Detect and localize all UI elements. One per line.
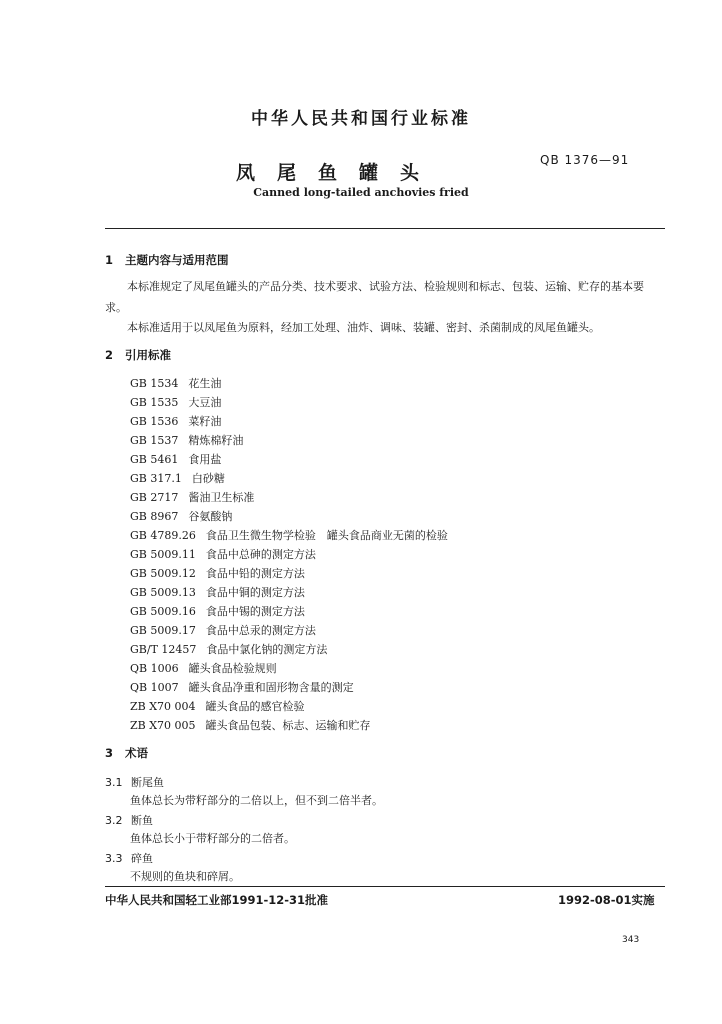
reference-code: GB 5009.17 <box>130 624 196 637</box>
reference-name: 罐头食品的感官检验 <box>205 700 305 713</box>
reference-item <box>130 546 316 562</box>
term-number: 3.3 <box>105 852 123 865</box>
reference-name: 谷氨酸钠 <box>188 510 233 523</box>
standard-code: QB 1376—91 <box>540 153 630 167</box>
section-title: 术语 <box>125 746 148 760</box>
reference-item <box>130 451 221 467</box>
reference-name: 食品中铅的测定方法 <box>205 567 305 580</box>
reference-item <box>130 603 305 619</box>
reference-code: GB 1537 <box>130 434 179 447</box>
reference-code: GB 5461 <box>130 453 179 466</box>
reference-item <box>130 698 305 714</box>
section-number: 1 <box>105 253 114 267</box>
reference-name: 食品中铜的测定方法 <box>205 586 305 599</box>
reference-code: ZB X70 005 <box>130 719 196 732</box>
reference-item <box>130 489 254 505</box>
page-number: 343 <box>622 935 640 945</box>
reference-name: 食品中锡的测定方法 <box>205 605 305 618</box>
term-definition: 不规则的鱼块和碎屑。 <box>130 870 240 883</box>
reference-item <box>130 432 243 448</box>
section-1-heading <box>105 252 229 268</box>
reference-code: GB 2717 <box>130 491 179 504</box>
header-rule <box>105 228 665 229</box>
reference-item <box>130 375 221 391</box>
term-name: 碎鱼 <box>131 852 153 865</box>
reference-item <box>130 394 221 410</box>
reference-name: 食品中总砷的测定方法 <box>205 548 316 561</box>
reference-item <box>130 641 327 657</box>
term-definition: 鱼体总长小于带籽部分的二倍者。 <box>130 832 295 845</box>
reference-code: GB 5009.16 <box>130 605 196 618</box>
reference-code: GB 1534 <box>130 377 179 390</box>
reference-item <box>130 679 354 695</box>
reference-item <box>130 527 448 543</box>
reference-code: GB 5009.11 <box>130 548 196 561</box>
reference-name: 食品中氯化钠的测定方法 <box>206 643 328 656</box>
footer-rule <box>105 886 665 887</box>
section-2-heading <box>105 347 171 363</box>
scope-paragraph-1: 本标准规定了凤尾鱼罐头的产品分类、技术要求、试验方法、检验规则和标志、包装、运输、贮存的基本要求。 <box>105 280 644 314</box>
reference-name: 罐头食品包装、标志、运输和贮存 <box>205 719 371 732</box>
reference-name: 罐头食品检验规则 <box>188 662 277 675</box>
term-heading <box>105 850 153 866</box>
reference-code: GB 4789.26 <box>130 529 196 542</box>
document-header: 中华人民共和国行业标准 <box>251 109 471 129</box>
reference-name: 花生油 <box>188 377 222 390</box>
reference-code: GB/T 12457 <box>130 643 197 656</box>
reference-name: 罐头食品净重和固形物含量的测定 <box>188 681 354 694</box>
reference-name: 精炼棉籽油 <box>188 434 244 447</box>
implementation-date: 1992-08-01实施 <box>558 893 655 907</box>
reference-code: GB 1535 <box>130 396 179 409</box>
reference-name: 酱油卫生标准 <box>188 491 255 504</box>
section-title: 引用标准 <box>125 348 171 362</box>
reference-item <box>130 470 225 486</box>
reference-code: GB 5009.13 <box>130 586 196 599</box>
section-title: 主题内容与适用范围 <box>125 253 229 267</box>
reference-item <box>130 413 221 429</box>
reference-item <box>130 508 232 524</box>
reference-code: GB 317.1 <box>130 472 182 485</box>
reference-code: GB 5009.12 <box>130 567 196 580</box>
reference-code: QB 1007 <box>130 681 179 694</box>
reference-name: 菜籽油 <box>188 415 222 428</box>
term-number: 3.2 <box>105 814 123 827</box>
reference-code: QB 1006 <box>130 662 179 675</box>
term-number: 3.1 <box>105 776 123 789</box>
term-heading <box>105 774 164 790</box>
scope-paragraph-2: 本标准适用于以凤尾鱼为原料，经加工处理、油炸、调味、装罐、密封、杀菌制成的凤尾鱼罐头。 <box>127 321 600 334</box>
reference-name: 食品卫生微生物学检验 罐头食品商业无菌的检验 <box>205 529 448 542</box>
reference-item <box>130 584 305 600</box>
section-number: 2 <box>105 348 114 362</box>
reference-name: 食用盐 <box>188 453 222 466</box>
reference-code: GB 1536 <box>130 415 179 428</box>
term-name: 断尾鱼 <box>131 776 164 789</box>
reference-name: 大豆油 <box>188 396 222 409</box>
section-3-heading <box>105 745 148 761</box>
term-name: 断鱼 <box>131 814 153 827</box>
reference-code: ZB X70 004 <box>130 700 196 713</box>
reference-item <box>130 565 305 581</box>
reference-name: 食品中总汞的测定方法 <box>205 624 316 637</box>
term-definition: 鱼体总长为带籽部分的二倍以上，但不到二倍半者。 <box>130 794 383 807</box>
reference-name: 白砂糖 <box>191 472 225 485</box>
reference-code: GB 8967 <box>130 510 179 523</box>
section-number: 3 <box>105 746 114 760</box>
reference-item <box>130 622 316 638</box>
english-title: Canned long-tailed anchovies fried <box>253 186 469 199</box>
term-heading <box>105 812 153 828</box>
document-title: 凤尾鱼罐头 <box>236 162 442 184</box>
reference-item <box>130 717 371 733</box>
reference-item <box>130 660 277 676</box>
approval-text: 中华人民共和国轻工业部1991-12-31批准 <box>105 893 329 907</box>
